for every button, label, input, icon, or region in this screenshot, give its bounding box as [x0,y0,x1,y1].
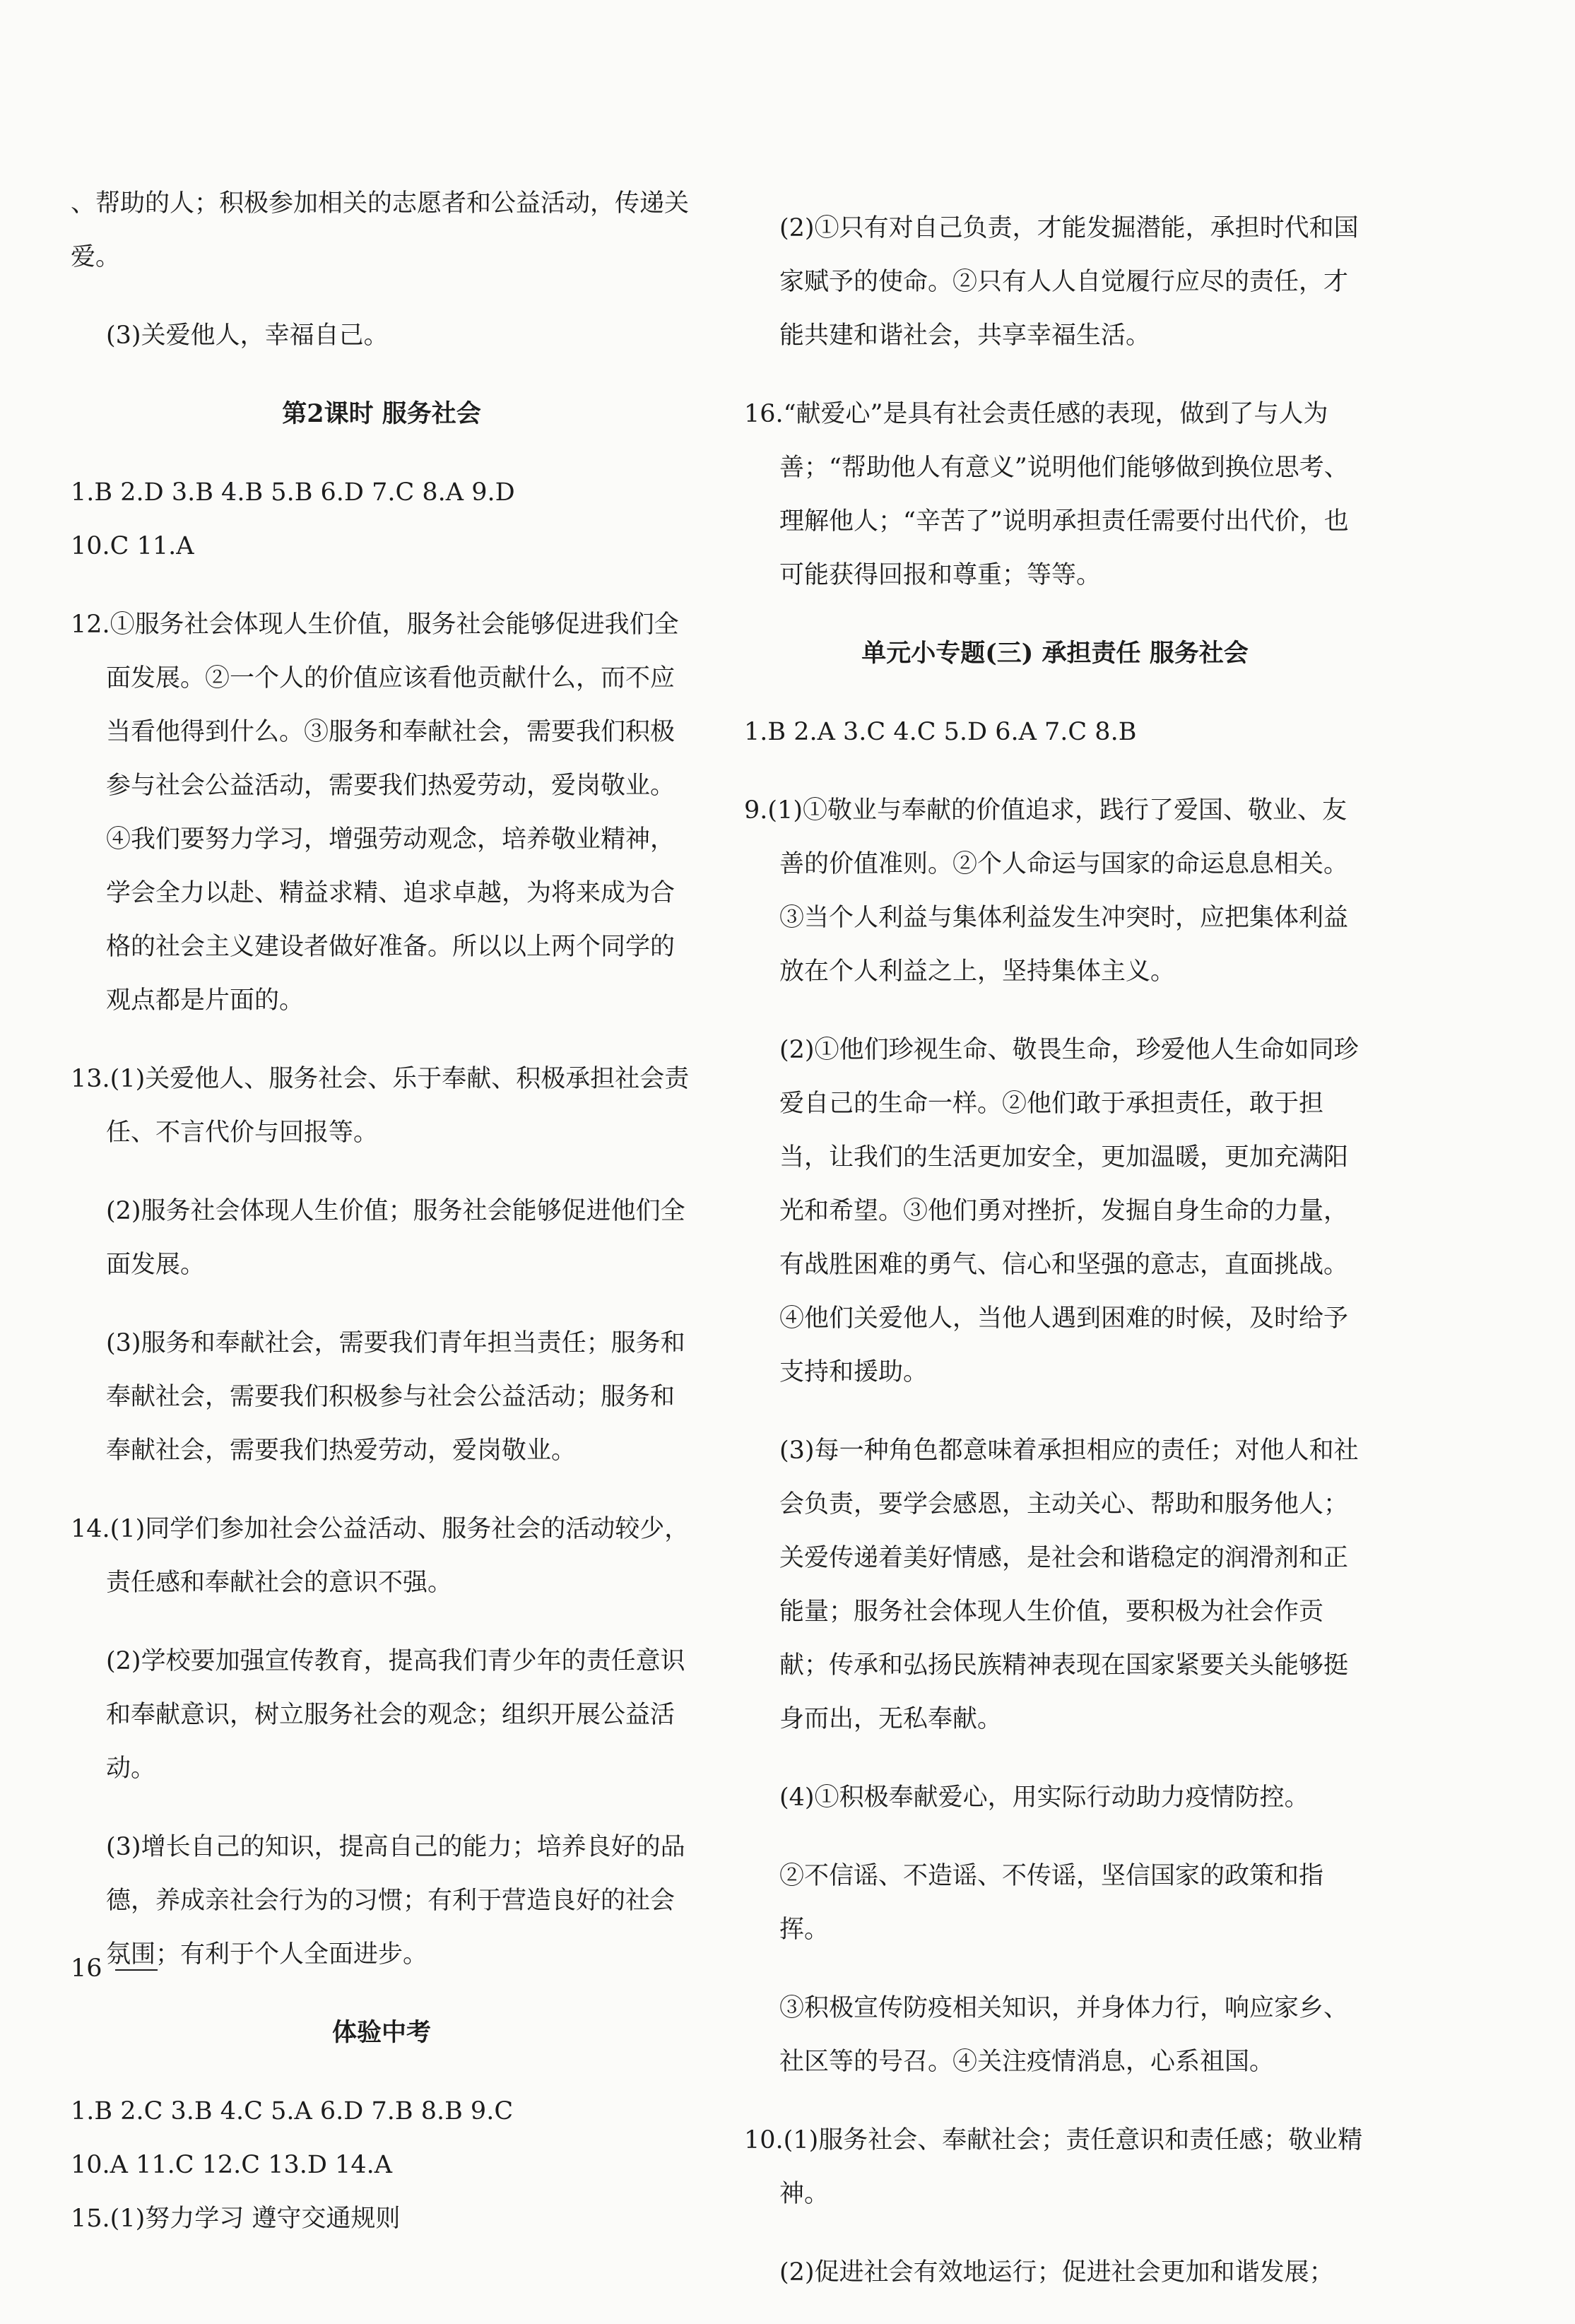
right-p9: ③积极宣传防疫相关知识，并身体力行，响应家乡、社区等的号召。④关注疫情消息，心系祖国。 [779,1994,1349,2076]
left-p11: (3)增长自己的知识，提高自己的能力；培养良好的品德，养成亲社会行为的习惯；有利于营造良好的社会氛围；有利于个人全面进步。 [106,1833,685,1969]
page-number-text: 16 [71,1954,102,1983]
right-p0: (2)①只有对自己负责，才能发掘潜能，承担时代和国家赋予的使命。②只有人人自觉履行应尽的责任，才能共建和谐社会，共享幸福生活。 [779,214,1359,350]
page-number [71,1942,158,1995]
right-p7: (4)①积极奉献爱心，用实际行动助力疫情防控。 [779,1783,1309,1812]
right-p4: 9.(1)①敬业与奉献的价值追求，践行了爱国、敬业、友善的价值准则。②个人命运与国家的命运息息相关。③当个人利益与集体利益发生冲突时，应把集体利益放在个人利益之上，坚持集体主义。 [744,796,1349,986]
right-p10: 10.(1)服务社会、奉献社会；责任意识和责任感；敬业精神。 [744,2126,1363,2208]
left-p4: 10.C 11.A [71,532,194,560]
right-p8: ②不信谣、不造谣、不传谣，坚信国家的政策和指挥。 [779,1862,1324,1944]
right-p11: (2)促进社会有效地运行；促进社会更加和谐发展； [779,2258,1334,2287]
left-heading-exam: 体验中考 [331,2018,431,2047]
right-column [744,177,1366,2324]
right-p5: (2)①他们珍视生命、敬畏生命，珍爱他人生命如同珍爱自己的生命一样。②他们敢于承担责任，敢于担当，让我们的生活更加安全，更加温暖，更加充满阳光和希望。③他们勇对挫折，发掘自身生命的力量，有战胜困难的勇气、信心和坚强的意志，直面挑战。④他们关爱他人，当他人遇到困难的时候，及时给予支持和援助。 [779,1036,1359,1386]
left-p6: 13.(1)关爱他人、服务社会、乐于奉献、积极承担社会责任、不言代价与回报等。 [71,1065,690,1147]
left-p0: 、帮助的人；积极参加相关的志愿者和公益活动，传递关爱。 [71,189,690,271]
left-p10: (2)学校要加强宣传教育，提高我们青少年的责任意识和奉献意识，树立服务社会的观念；组织开展公益活动。 [106,1647,685,1783]
left-p3: 1.B 2.D 3.B 4.B 5.B 6.D 7.C 8.A 9.D [71,478,515,507]
left-p14: 10.A 11.C 12.C 13.D 14.A [71,2151,392,2179]
left-p9: 14.(1)同学们参加社会公益活动、服务社会的活动较少，责任感和奉献社会的意识不强。 [71,1515,690,1597]
left-heading-lesson2: 第2课时 服务社会 [282,399,481,428]
left-p7: (2)服务社会体现人生价值；服务社会能够促进他们全面发展。 [106,1197,685,1279]
right-p3: 1.B 2.A 3.C 4.C 5.D 6.A 7.C 8.B [744,718,1137,746]
left-column [71,177,692,2246]
left-p15: 15.(1)努力学习 遵守交通规则 [71,2205,401,2233]
left-p5: 12.①服务社会体现人生价值，服务社会能够促进我们全面发展。②一个人的价值应该看他贡献什么，而不应当看他得到什么。③服务和奉献社会，需要我们积极参与社会公益活动，需要我们热爱劳动，爱岗敬业。④我们要努力学习，增强劳动观念，培养敬业精神，学会全力以赴、精益求精、追求卓越，为将来成为合格的社会主义建设者做好准备。所以以上两个同学的观点都是片面的。 [71,611,679,1015]
right-heading-unit: 单元小专题(三) 承担责任 服务社会 [861,639,1249,668]
left-p13: 1.B 2.C 3.B 4.C 5.A 6.D 7.B 8.B 9.C [71,2097,514,2125]
right-p6: (3)每一种角色都意味着承担相应的责任；对他人和社会负责，要学会感恩，主动关心、帮助和服务他人；关爱传递着美好情感，是社会和谐稳定的润滑剂和正能量；服务社会体现人生价值，要积极为社会作贡献；传承和弘扬民族精神表现在国家紧要关头能够挺身而出，无私奉献。 [779,1437,1359,1733]
right-p1: 16.“献爱心”是具有社会责任感的表现，做到了与人为善；“帮助他人有意义”说明他们能够做到换位思考、理解他人；“辛苦了”说明承担责任需要付出代价，也可能获得回报和尊重；等等。 [744,400,1349,589]
left-p8: (3)服务和奉献社会，需要我们青年担当责任；服务和奉献社会，需要我们积极参与社会公益活动；服务和奉献社会，需要我们热爱劳动，爱岗敬业。 [106,1329,685,1465]
left-p1: (3)关爱他人，幸福自己。 [106,322,389,350]
folio-dash [115,1969,158,1971]
